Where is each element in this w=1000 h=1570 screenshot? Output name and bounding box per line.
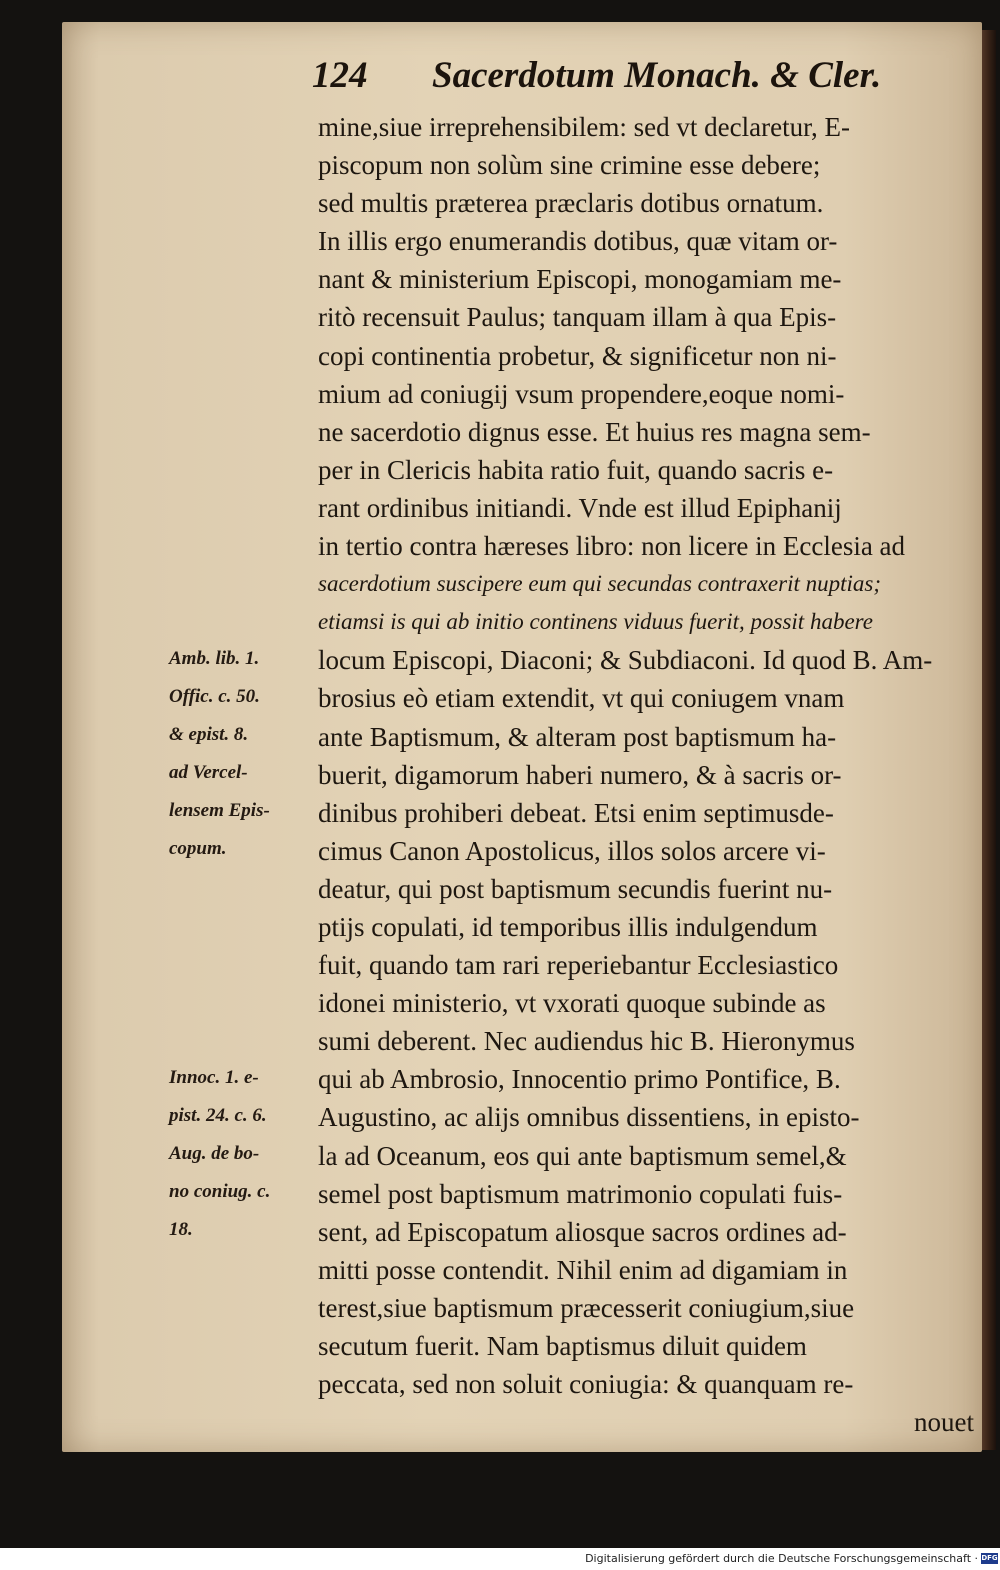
text-line: qui ab Ambrosio, Innocentio primo Pontifice, B.	[318, 1064, 841, 1095]
margin-note-line: ad Vercel-	[169, 762, 248, 784]
margin-note-line: lensem Epis-	[169, 800, 270, 822]
margin-note-ambrose	[169, 640, 309, 869]
margin-note-line: pist. 24. c. 6.	[169, 1104, 267, 1126]
catchword: nouet	[914, 1407, 974, 1438]
text-line: mium ad coniugij vsum propendere,eoque nomi-	[318, 378, 845, 409]
text-line: sumi deberent. Nec audiendus hic B. Hieronymus	[318, 1026, 855, 1057]
text-line: piscopum non solùm sine crimine esse debere;	[318, 150, 821, 181]
text-line: sed multis prӕterea prӕclaris dotibus ornatum.	[318, 188, 824, 219]
text-line: in tertio contra hӕreses libro: non licere in Ecclesia ad	[318, 531, 906, 562]
text-line-italic: etiamsi is qui ab initio continens viduus fuerit, possit habere	[318, 609, 873, 635]
text-line: buerit, digamorum haberi numero, & à sacris or-	[318, 759, 842, 790]
text-line: secutum fuerit. Nam baptismus diluit quidem	[318, 1331, 807, 1361]
text-line: sent, ad Episcopatum aliosque sacros ordines ad-	[318, 1216, 847, 1247]
text-line: cimus Canon Apostolicus, illos solos arcere vi-	[318, 835, 826, 866]
margin-note-line: Innoc. 1. e-	[169, 1066, 259, 1088]
text-line: brosius eò etiam extendit, vt qui coniugem vnam	[318, 683, 845, 714]
text-line: semel post baptismum matrimonio copulati fuis-	[318, 1178, 843, 1209]
text-line: la ad Oceanum, eos qui ante baptismum semel,&	[318, 1140, 847, 1171]
body-text	[318, 108, 974, 1441]
text-line: idonei ministerio, vt vxorati quoque subinde as	[318, 988, 826, 1019]
margin-note-line: 18.	[169, 1218, 193, 1240]
margin-note-line: Offic. c. 50.	[169, 686, 260, 708]
margin-note-line: no coniug. c.	[169, 1180, 271, 1202]
text-line-italic: sacerdotium suscipere eum qui secundas contraxerit nuptias;	[318, 571, 881, 597]
margin-note-innocent-augustine	[169, 1059, 309, 1249]
text-line: ptijs copulati, id temporibus illis indulgendum	[318, 911, 818, 942]
margin-note-line: copum.	[169, 838, 227, 860]
dfg-logo: DFG	[981, 1554, 998, 1562]
margin-note-line: Amb. lib. 1.	[169, 648, 260, 669]
text-line: locum Episcopi, Diaconi; & Subdiaconi. Id quod B. Am-	[318, 645, 933, 676]
text-line: fuit, quando tam rari reperiebantur Ecclesiastico	[318, 950, 839, 981]
text-line: deatur, qui post baptismum secundis fuerint nu-	[318, 873, 833, 904]
text-line: per in Clericis habita ratio fuit, quando sacris e-	[318, 454, 834, 485]
text-line: copi continentia probetur, & significetur non ni-	[318, 340, 837, 371]
text-line: dinibus prohiberi debeat. Etsi enim septimusde-	[318, 797, 834, 828]
text-line: mitti posse contendit. Nihil enim ad digamiam in	[318, 1254, 848, 1285]
digitization-footer	[0, 1548, 1000, 1570]
text-line: ante Baptismum, & alteram post baptismum ha-	[318, 721, 837, 752]
funding-credit: Digitalisierung gefördert durch die Deutsche Forschungsgemeinschaft ·	[585, 1552, 978, 1565]
text-line: ritò recensuit Paulus; tanquam illam à qua Epis-	[318, 302, 837, 333]
margin-note-line: Aug. de bo-	[169, 1142, 260, 1164]
text-line: peccata, sed non soluit coniugia: & quanquam re-	[318, 1369, 854, 1400]
text-line: nant & ministerium Episcopi, monogamiam me-	[318, 264, 842, 295]
marginal-references	[169, 640, 309, 1249]
running-title: Sacerdotum Monach. & Cler.	[432, 55, 882, 96]
book-page	[62, 22, 982, 1452]
text-line: rant ordinibus initiandi. Vnde est illud Epiphanij	[318, 492, 842, 523]
text-line: terest,siue baptismum prӕcesserit coniugium,siue	[318, 1292, 855, 1323]
text-line: ne sacerdotio dignus esse. Et huius res magna sem-	[318, 416, 871, 447]
text-line: In illis ergo enumerandis dotibus, quӕ vitam or-	[318, 226, 838, 257]
page-number: 124	[312, 55, 368, 96]
margin-note-line: & epist. 8.	[169, 724, 249, 746]
running-head	[312, 52, 1000, 100]
text-line: Augustino, ac alijs omnibus dissentiens, in episto-	[318, 1102, 860, 1133]
text-line: mine,siue irreprehensibilem: sed vt declaretur, E-	[318, 112, 850, 142]
